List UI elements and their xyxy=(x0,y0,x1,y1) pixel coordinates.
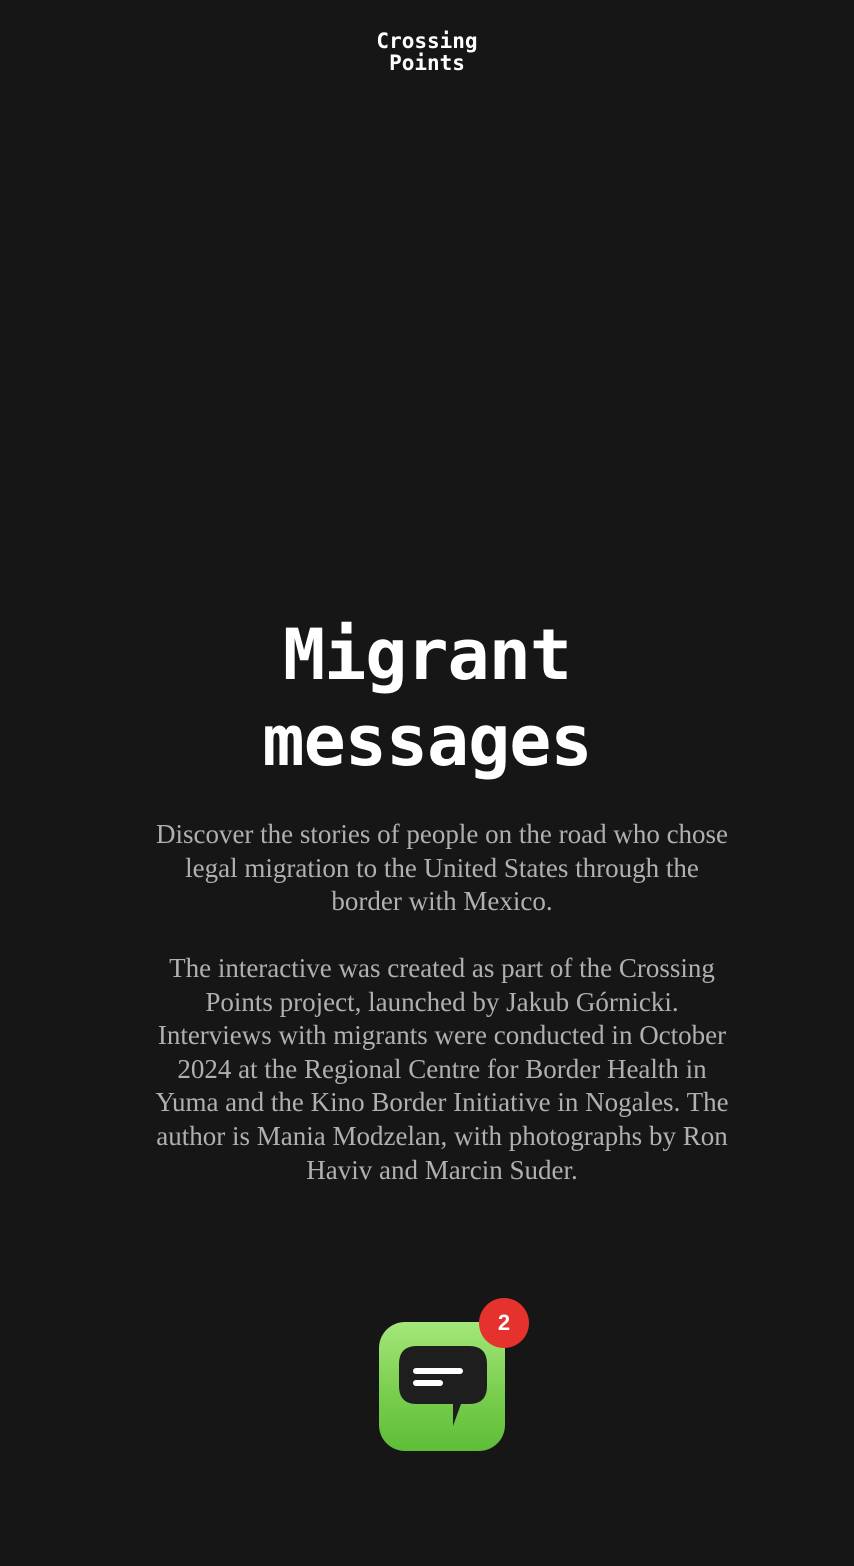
page-title xyxy=(0,612,854,784)
unread-count-badge: 2 xyxy=(479,1298,529,1348)
chat-bubble-icon xyxy=(399,1346,487,1430)
page-title-line-1: Migrant xyxy=(282,614,571,696)
logo-line-1: Crossing xyxy=(376,29,478,53)
logo-line-2: Points xyxy=(389,51,465,75)
intro-paragraph: Discover the stories of people on the road who chose legal migration to the United States through the border with Mexico. xyxy=(155,819,729,917)
credits-paragraph: The interactive was created as part of the Crossing Points project, launched by Jakub Górnicki. Interviews with migrants were conducted in October 2024 at the Regional Centre for Border Health in Yuma and the Kino Border Initiative in Nogales. The author is Mania Modzelan, with photographs by Ron Haviv and Marcin Suder. xyxy=(155,953,729,1185)
page-title-line-2: messages xyxy=(262,700,592,782)
crossing-points-logo[interactable] xyxy=(0,30,854,74)
